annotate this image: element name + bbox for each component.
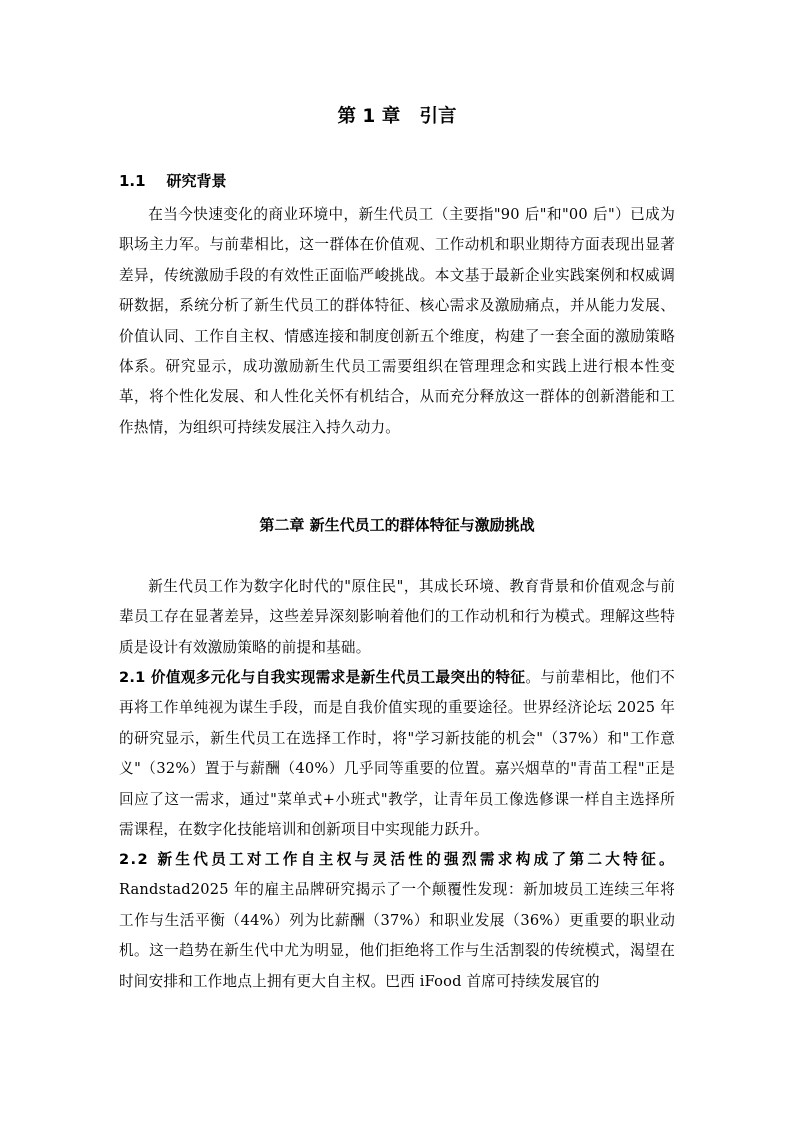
chapter-1-title: 第 1 章 引言 <box>337 106 457 127</box>
chapter-2-intro-paragraph: 新生代员工作为数字化时代的"原住民"，其成长环境、教育背景和价值观念与前辈员工存在显著差异，这些差异深刻影响着他们的工作动机和行为模式。理解这些特质是设计有效激励策略的前提和基础。 <box>119 578 675 656</box>
section-2-1-body: 。与前辈相比，他们不再将工作单纯视为谋生手段，而是自我价值实现的重要途径。世界经济论坛 2025 年的研究显示，新生代员工在选择工作时，将"学习新技能的机会"（37%）和"工作意义"（32%）置于与薪酬（40%）几乎同等重要的位置。嘉兴烟草的"青苗工程"正是回应了这一需求，通过"菜单式+小班式"教学，让青年员工像选修课一样自主选择所需课程，在数字化技能培训和创新项目中实现能力跃升。 <box>119 669 675 839</box>
section-1-1-title: 1.1 研究背景 <box>119 172 227 190</box>
section-2-1-paragraph <box>119 663 675 845</box>
section-2-2-lead: 2.2 新生代员工对工作自主权与灵活性的强烈需求构成了第二大特征。 <box>119 851 675 868</box>
section-2-1-lead: 2.1 价值观多元化与自我实现需求是新生代员工最突出的特征 <box>119 669 526 686</box>
section-2-2-body: Randstad2025 年的雇主品牌研究揭示了一个颠覆性发现：新加坡员工连续三年将工作与生活平衡（44%）列为比薪酬（37%）和职业发展（36%）更重要的职业动机。这一趋势在新生代中尤为明显，他们拒绝将工作与生活割裂的传统模式，渴望在时间安排和工作地点上拥有更大自主权。巴西 iFood 首席可持续发展官的 <box>119 881 675 990</box>
section-1-1-paragraph: 在当今快速变化的商业环境中，新生代员工（主要指"90 后"和"00 后"）已成为职场主力军。与前辈相比，这一群体在价值观、工作动机和职业期待方面表现出显著差异，传统激励手段的有效性正面临严峻挑战。本文基于最新企业实践案例和权威调研数据，系统分析了新生代员工的群体特征、核心需求及激励痛点，并从能力发展、价值认同、工作自主权、情感连接和制度创新五个维度，构建了一套全面的激励策略体系。研究显示，成功激励新生代员工需要组织在管理理念和实践上进行根本性变革，将个性化发展、和人性化关怀有机结合，从而充分释放这一群体的创新潜能和工作热情，为组织可持续发展注入持久动力。 <box>119 206 675 436</box>
section-2-2-paragraph <box>119 845 675 997</box>
chapter-2-title: 第二章 新生代员工的群体特征与激励挑战 <box>259 516 535 534</box>
